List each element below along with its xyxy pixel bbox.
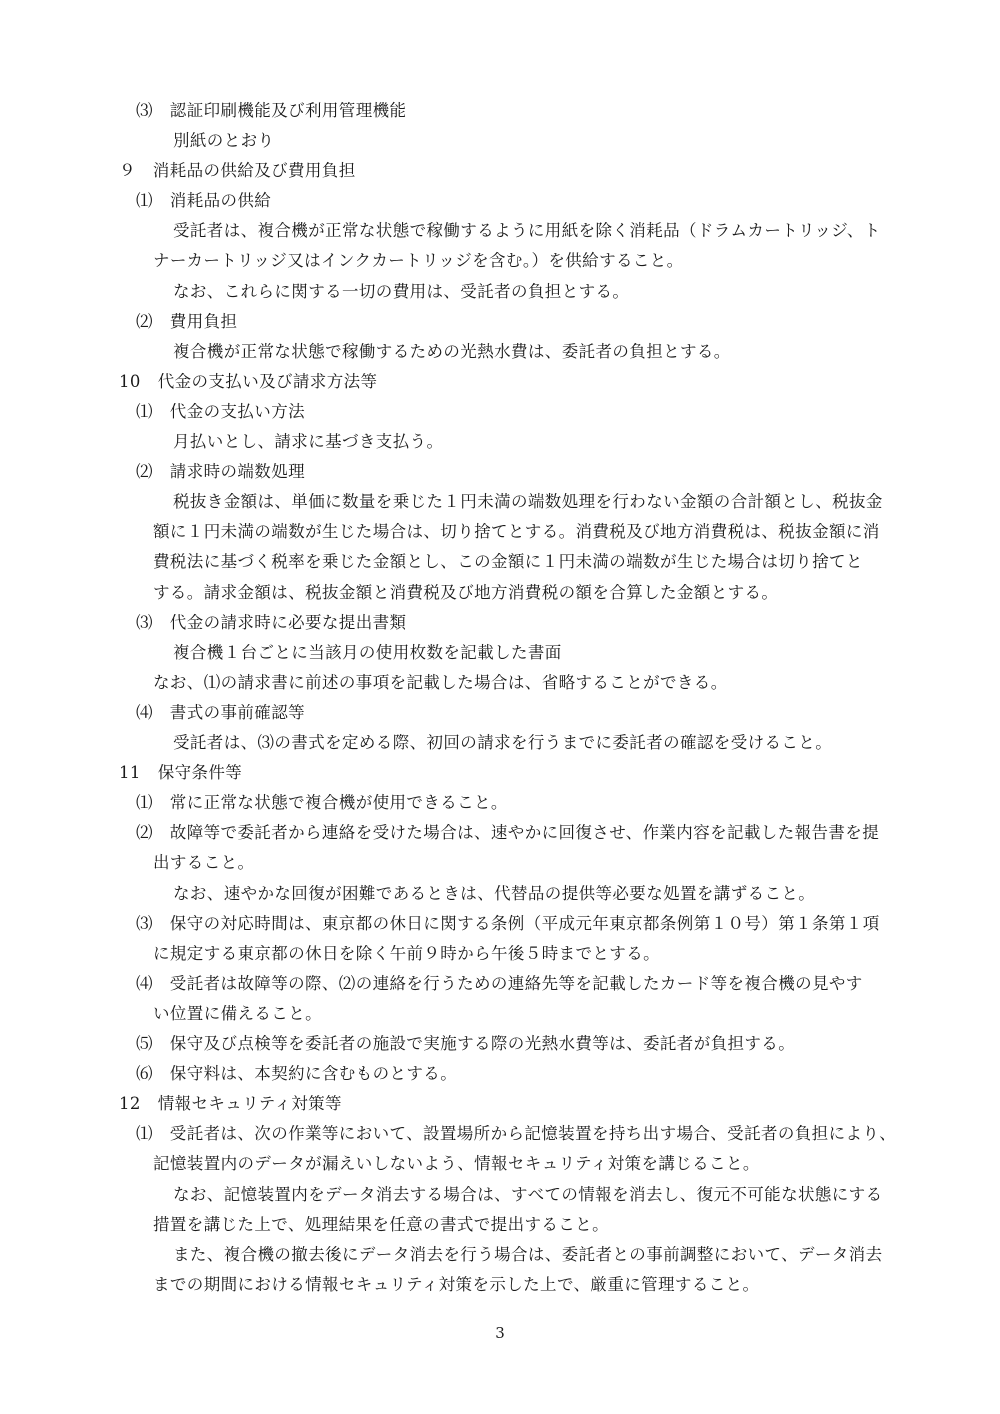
- section-heading: 11 保守条件等: [119, 763, 243, 782]
- text-line: 別紙のとおり: [173, 131, 275, 150]
- text-line: する。請求金額は、税抜金額と消費税及び地方消費税の額を合算した金額とする。: [153, 583, 779, 602]
- text-line: 月払いとし、請求に基づき支払う。: [173, 432, 444, 451]
- text-line: 記憶装置内のデータが漏えいしないよう、情報セキュリティ対策を講じること。: [153, 1154, 760, 1173]
- text-line: 税抜き金額は、単価に数量を乗じた１円未満の端数処理を行わない金額の合計額とし、税抜金: [173, 492, 883, 511]
- text-line: 複合機１台ごとに当該月の使用枚数を記載した書面: [173, 643, 562, 662]
- text-line: なお、⑴の請求書に前述の事項を記載した場合は、省略することができる。: [153, 673, 728, 692]
- text-line: なお、これらに関する一切の費用は、受託者の負担とする。: [173, 282, 630, 301]
- text-line: 受託者は、複合機が正常な状態で稼働するように用紙を除く消耗品（ドラムカートリッジ、ト: [173, 221, 881, 240]
- text-line: なお、速やかな回復が困難であるときは、代替品の提供等必要な処置を講ずること。: [173, 884, 816, 903]
- subsection-heading: ⑴ 代金の支払い方法: [136, 402, 305, 421]
- subsection-heading: ⑵ 費用負担: [136, 312, 238, 331]
- subsection-heading: ⑶ 代金の請求時に必要な提出書類: [136, 613, 407, 632]
- text-line: ナーカートリッジ又はインクカートリッジを含む。）を供給すること。: [153, 251, 684, 270]
- subsection-heading: ⑷ 書式の事前確認等: [136, 703, 305, 722]
- section-heading: 10 代金の支払い及び請求方法等: [119, 372, 378, 391]
- text-line: ⑶ 保守の対応時間は、東京都の休日に関する条例（平成元年東京都条例第１０号）第１条第１項: [136, 914, 880, 933]
- text-line: また、複合機の撤去後にデータ消去を行う場合は、委託者との事前調整において、データ消去: [173, 1245, 883, 1264]
- page-number: 3: [495, 1324, 505, 1342]
- text-line: までの期間における情報セキュリティ対策を示した上で、厳重に管理すること。: [153, 1275, 760, 1294]
- text-line: 額に１円未満の端数が生じた場合は、切り捨てとする。消費税及び地方消費税は、税抜金額に消: [153, 522, 880, 541]
- text-line: に規定する東京都の休日を除く午前９時から午後５時までとする。: [153, 944, 660, 963]
- text-line: 措置を講じた上で、処理結果を任意の書式で提出すること。: [153, 1215, 609, 1234]
- text-line: ⑵ 故障等で委託者から連絡を受けた場合は、速やかに回復させ、作業内容を記載した報告書を提: [136, 823, 880, 842]
- text-line: ⑷ 受託者は故障等の際、⑵の連絡を行うための連絡先等を記載したカード等を複合機の見やす: [136, 974, 863, 993]
- section-heading: 12 情報セキュリティ対策等: [119, 1094, 342, 1113]
- text-line: なお、記憶装置内をデータ消去する場合は、すべての情報を消去し、復元不可能な状態にする: [173, 1185, 883, 1204]
- text-line: 出すること。: [153, 853, 255, 872]
- text-line: ⑶ 認証印刷機能及び利用管理機能: [136, 101, 407, 120]
- text-line: ⑴ 常に正常な状態で複合機が使用できること。: [136, 793, 508, 812]
- subsection-heading: ⑴ 消耗品の供給: [136, 191, 272, 210]
- text-line: ⑴ 受託者は、次の作業等において、設置場所から記憶装置を持ち出す場合、受託者の負担により、: [136, 1124, 897, 1143]
- text-line: ⑸ 保守及び点検等を委託者の施設で実施する際の光熱水費等は、委託者が負担する。: [136, 1034, 796, 1053]
- text-line: 費税法に基づく税率を乗じた金額とし、この金額に１円未満の端数が生じた場合は切り捨てと: [153, 552, 863, 571]
- text-line: い位置に備えること。: [153, 1004, 322, 1023]
- section-heading: ９ 消耗品の供給及び費用負担: [119, 161, 356, 180]
- text-line: 受託者は、⑶の書式を定める際、初回の請求を行うまでに委託者の確認を受けること。: [173, 733, 833, 752]
- text-line: 複合機が正常な状態で稼働するための光熱水費は、委託者の負担とする。: [173, 342, 731, 361]
- subsection-heading: ⑵ 請求時の端数処理: [136, 462, 305, 481]
- text-line: ⑹ 保守料は、本契約に含むものとする。: [136, 1064, 458, 1083]
